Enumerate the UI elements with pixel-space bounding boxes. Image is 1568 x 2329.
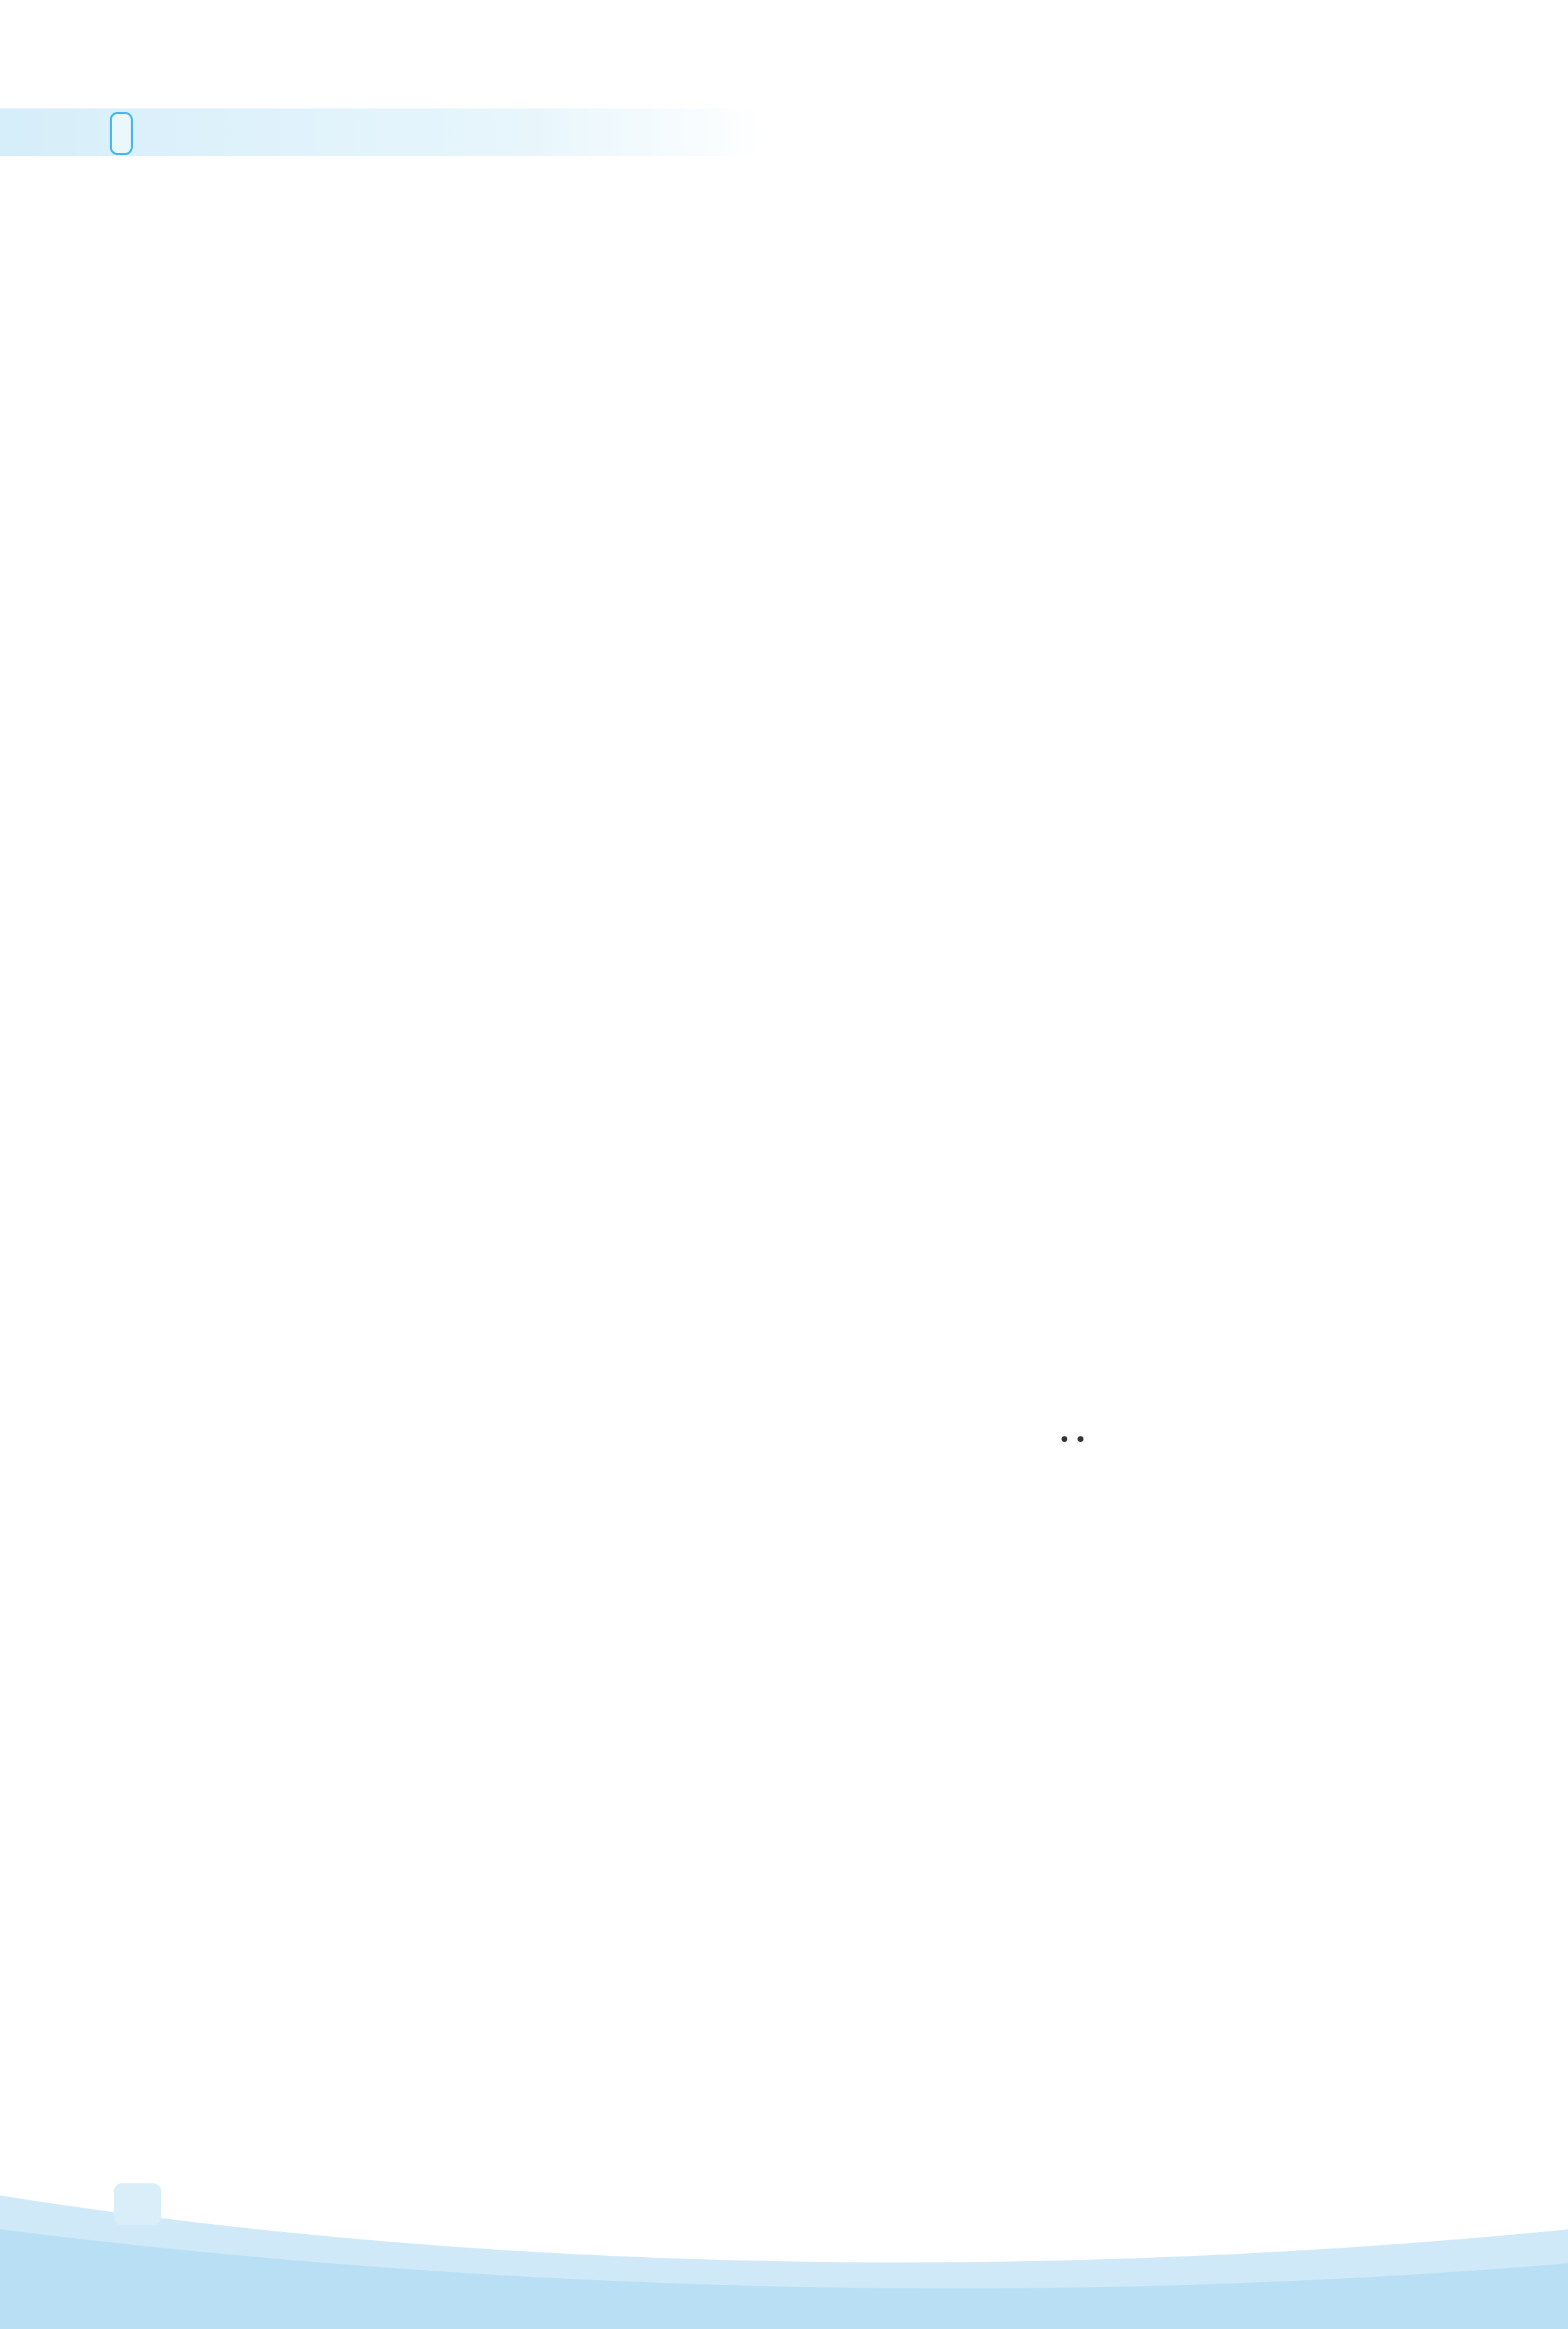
brand-badge bbox=[110, 112, 133, 155]
footer-wave bbox=[0, 2168, 1568, 2329]
repeating-dots: •• bbox=[1058, 1428, 1091, 1452]
page-number bbox=[114, 2183, 161, 2225]
